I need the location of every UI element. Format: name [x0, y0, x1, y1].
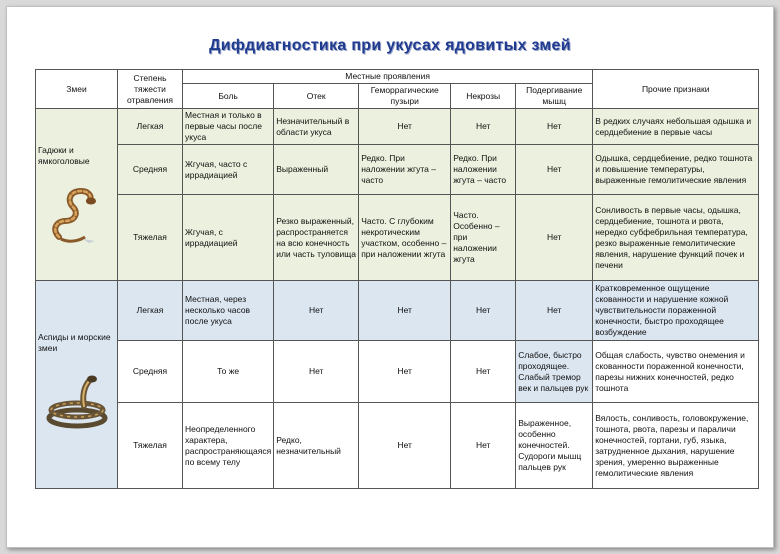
blisters-cell: Часто. С глубоким некротическим участком, особенно – при наложении жгута: [359, 195, 451, 281]
pain-cell: Местная и только в первые часы после укуса: [183, 109, 274, 145]
twitching-cell: Нет: [516, 109, 593, 145]
header-pain: Боль: [183, 84, 274, 109]
pain-cell: Местная, через несколько часов после укуса: [183, 281, 274, 341]
header-edema: Отек: [274, 84, 359, 109]
twitching-cell: Выраженное, особенно конечностей. Судороги мышц пальцев рук: [516, 403, 593, 489]
edema-cell: Незначительный в области укуса: [274, 109, 359, 145]
header-local: Местные проявления: [183, 70, 593, 84]
table-row: [36, 403, 759, 489]
cobra-snake-icon: [44, 372, 110, 438]
edema-cell: Резко выраженный, распространяется на всю конечность или часть туловища: [274, 195, 359, 281]
group-cell-asps: [36, 281, 118, 489]
table-row: [36, 281, 759, 341]
necrosis-cell: Нет: [451, 281, 516, 341]
header-snakes: Змеи: [36, 70, 118, 109]
pain-cell: Жгучая, часто с иррадиацией: [183, 145, 274, 195]
edema-cell: Нет: [274, 341, 359, 403]
other-cell: В редких случаях небольшая одышка и сердцебиение в первые часы: [593, 109, 759, 145]
edema-cell: Редко, незначительный: [274, 403, 359, 489]
other-cell: Вялость, сонливость, головокружение, тошнота, рвота, парезы и параличи конечностей, гортани, губ, языка, затрудненное дыхания, нарушение зрения, умеренно выраженные гемолитические явления: [593, 403, 759, 489]
severity-cell: Средняя: [118, 341, 183, 403]
blisters-cell: Нет: [359, 281, 451, 341]
group-name: Аспиды и морские змеи: [38, 331, 111, 353]
table-row: [36, 109, 759, 145]
header-blisters: Геморрагические пузыри: [359, 84, 451, 109]
other-cell: Одышка, сердцебиение, редко тошнота и повышение температуры, выраженные гемолитические явления: [593, 145, 759, 195]
severity-cell: Средняя: [118, 145, 183, 195]
blisters-cell: Нет: [359, 403, 451, 489]
table-row: [36, 145, 759, 195]
necrosis-cell: Нет: [451, 341, 516, 403]
pain-cell: Неопределенного характера, распространяющаяся по всему телу: [183, 403, 274, 489]
header-severity: Степень тяжести отравления: [118, 70, 183, 109]
table-row: [36, 341, 759, 403]
blisters-cell: Нет: [359, 341, 451, 403]
necrosis-cell: Редко. При наложении жгута – часто: [451, 145, 516, 195]
group-name: Гадюки и ямкоголовые: [38, 144, 90, 166]
twitching-cell: Слабое, быстро проходящее. Слабый тремор век и пальцев рук: [516, 341, 593, 403]
severity-cell: Легкая: [118, 281, 183, 341]
pain-cell: Жгучая, с иррадиацией: [183, 195, 274, 281]
header-twitching: Подергивание мышц: [516, 84, 593, 109]
header-necrosis: Некрозы: [451, 84, 516, 109]
necrosis-cell: Нет: [451, 403, 516, 489]
edema-cell: Выраженный: [274, 145, 359, 195]
severity-cell: Легкая: [118, 109, 183, 145]
header-other: Прочие признаки: [593, 70, 759, 109]
other-cell: Общая слабость, чувство онемения и скованности пораженной конечности, парезы нижних конечностей, редко тошнота: [593, 341, 759, 403]
severity-cell: Тяжелая: [118, 403, 183, 489]
other-cell: Сонливость в первые часы, одышка, сердцебиение, тошнота и рвота, нередко субфебрильная температура, резко выраженные гемолитические явления, нарушение функций почек и печени: [593, 195, 759, 281]
necrosis-cell: Нет: [451, 109, 516, 145]
blisters-cell: Нет: [359, 109, 451, 145]
twitching-cell: Нет: [516, 281, 593, 341]
diagnosis-table: [35, 69, 759, 489]
other-cell: Кратковременное ощущение скованности и нарушение кожной чувствительности пораженной конечности, быстро проходящее возбуждение: [593, 281, 759, 341]
necrosis-cell: Часто. Особенно – при наложении жгута: [451, 195, 516, 281]
edema-cell: Нет: [274, 281, 359, 341]
severity-cell: Тяжелая: [118, 195, 183, 281]
table-row: [36, 195, 759, 281]
group-cell-vipers: [36, 109, 118, 281]
pain-cell: То же: [183, 341, 274, 403]
twitching-cell: Нет: [516, 145, 593, 195]
viper-snake-icon: [49, 185, 105, 245]
blisters-cell: Редко. При наложении жгута – часто: [359, 145, 451, 195]
twitching-cell: Нет: [516, 195, 593, 281]
document-page: [6, 6, 774, 548]
page-title: Дифдиагностика при укусах ядовитых змей: [209, 37, 571, 54]
